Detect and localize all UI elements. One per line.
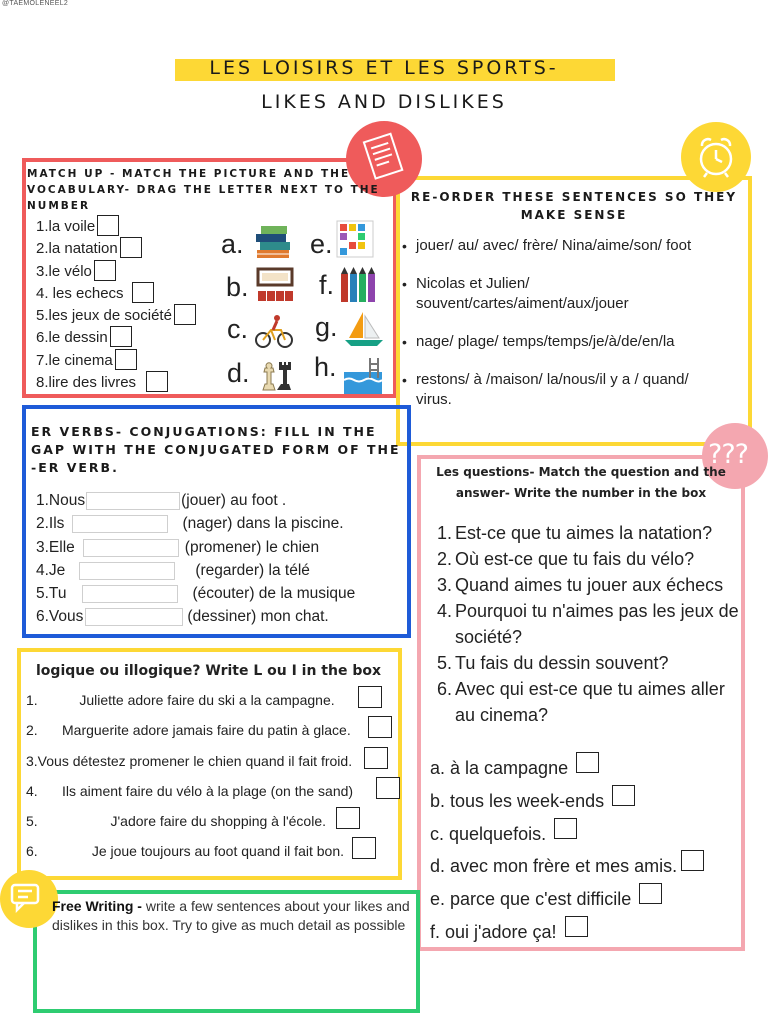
answer-box[interactable]	[681, 850, 704, 871]
list-item: 4.Je (regarder) la télé	[36, 561, 310, 579]
list-item: 6.le dessin	[36, 326, 196, 348]
cyclist-icon	[253, 310, 295, 352]
answer-box[interactable]	[352, 837, 376, 859]
swimming-pool-icon	[342, 354, 384, 396]
letter-g: g.	[315, 312, 338, 342]
list-item: 6. Avec qui est-ce que tu aimes aller au cinema?	[437, 679, 725, 725]
speech-bubble-icon	[0, 870, 58, 928]
letter-c: c.	[227, 314, 249, 344]
list-item: 3.Elle (promener) le chien	[36, 538, 320, 556]
list-item: 6.Vous (dessiner) mon chat.	[36, 608, 329, 626]
list-item: 2.la natation	[36, 237, 196, 259]
logic-list	[26, 685, 400, 867]
list-item: f. oui j'adore ça!	[430, 916, 704, 949]
answer-box[interactable]	[110, 326, 132, 347]
list-item: 1.la voile	[36, 215, 196, 237]
list-item: 3. Quand aimes tu jouer aux échecs	[437, 575, 724, 595]
answer-box[interactable]	[336, 807, 360, 829]
reorder-header: RE-ORDER THESE SENTENCES SO THEY MAKE SENSE	[410, 190, 738, 222]
letter-b: b.	[226, 272, 249, 302]
gap-input[interactable]	[86, 492, 180, 510]
er-verbs-list	[36, 489, 355, 629]
board-game-icon	[334, 218, 376, 260]
page-title: LES LOISIRS ET LES SPORTS-	[209, 57, 559, 79]
list-item: • restons/ à /maison/ la/nous/il y a / quand/ virus.	[400, 370, 720, 410]
list-item: 2. Marguerite adore jamais faire du patin à glace.	[26, 715, 400, 745]
answer-box[interactable]	[358, 686, 382, 708]
answers-list	[430, 752, 704, 949]
er-verbs-header: ER VERBS- CONJUGATIONS: FILL IN THE GAP WITH THE CONJUGATED FORM OF THE -ER VERB.	[31, 424, 401, 475]
answer-box[interactable]	[376, 777, 400, 799]
list-item: a. à la campagne	[430, 752, 704, 785]
list-item: 1.Nous (jouer) au foot .	[36, 492, 287, 509]
gap-input[interactable]	[85, 608, 183, 626]
answer-box[interactable]	[146, 371, 168, 392]
gap-input[interactable]	[83, 539, 179, 557]
questions-header: Les questions- Match the question and the answer- Write the number in the box	[436, 465, 726, 500]
list-item: 3.le vélo	[36, 260, 196, 282]
answer-box[interactable]	[132, 282, 154, 303]
answer-box[interactable]	[576, 752, 599, 773]
answer-box[interactable]	[120, 237, 142, 258]
reorder-list	[400, 236, 740, 410]
alarm-clock-icon	[681, 122, 751, 192]
answer-box[interactable]	[639, 883, 662, 904]
letter-h: h.	[314, 352, 337, 382]
answer-box[interactable]	[115, 349, 137, 370]
answer-box[interactable]	[94, 260, 116, 281]
logic-header: logique ou illogique? Write L ou I in the box	[36, 663, 382, 679]
free-writing-text[interactable]	[52, 897, 414, 935]
list-item: 1. Juliette adore faire du ski a la campagne.	[26, 685, 400, 715]
chess-pieces-icon	[255, 352, 297, 394]
question-badge: ???	[708, 439, 748, 470]
answer-box[interactable]	[565, 916, 588, 937]
books-icon	[251, 220, 293, 262]
answer-box[interactable]	[554, 818, 577, 839]
sailboat-icon	[343, 308, 385, 350]
list-item: 5. Tu fais du dessin souvent?	[437, 653, 669, 673]
watermark: @TAEMOLENEEL2	[2, 0, 69, 7]
list-item: e. parce que c'est difficile	[430, 883, 704, 916]
list-item: 1. Est-ce que tu aimes la natation?	[437, 523, 713, 543]
list-item: 3.Vous détestez promener le chien quand il fait froid.	[26, 746, 400, 776]
gap-input[interactable]	[79, 562, 175, 580]
answer-box[interactable]	[174, 304, 196, 325]
letter-f: f.	[319, 270, 335, 300]
questions-list	[437, 520, 742, 728]
free-writing-instructions: write a few sentences about your likes and dislikes in this box. Try to give as much detail as possible	[52, 898, 410, 933]
list-item: • nage/ plage/ temps/temps/je/à/de/en/la	[400, 332, 740, 352]
list-item: d. avec mon frère et mes amis.	[430, 850, 704, 883]
list-item: 2.Ils (nager) dans la piscine.	[36, 515, 344, 533]
gap-input[interactable]	[72, 515, 168, 533]
list-item: 7.le cinema	[36, 349, 196, 371]
letter-d: d.	[227, 358, 250, 388]
letter-e: e.	[310, 229, 333, 259]
answer-box[interactable]	[612, 785, 635, 806]
list-item: c. quelquefois.	[430, 818, 704, 851]
letter-a: a.	[221, 229, 244, 259]
list-item: • jouer/ au/ avec/ frère/ Nina/aime/son/ foot	[400, 236, 740, 256]
page-subtitle: LIKES AND DISLIKES	[261, 91, 507, 113]
list-item: 4. Ils aiment faire du vélo à la plage (on the sand)	[26, 776, 400, 806]
match-up-header: MATCH UP - MATCH THE PICTURE AND THE VOCABULARY- DRAG THE LETTER NEXT TO THE NUMBER	[27, 168, 380, 212]
list-item: 8.lire des livres	[36, 371, 196, 393]
free-writing-label: Free Writing -	[52, 898, 142, 914]
list-item: 6. Je joue toujours au foot quand il fait bon.	[26, 836, 400, 866]
list-item: 5.les jeux de société	[36, 304, 196, 326]
list-item: b. tous les week-ends	[430, 785, 704, 818]
list-item: • Nicolas et Julien/ souvent/cartes/aiment/aux/jouer	[400, 274, 650, 314]
match-up-list	[36, 215, 196, 393]
list-item: 4. les echecs	[36, 282, 196, 304]
gap-input[interactable]	[82, 585, 178, 603]
answer-box[interactable]	[97, 215, 119, 236]
list-item: 4. Pourquoi tu n'aimes pas les jeux de société?	[437, 601, 739, 647]
answer-box[interactable]	[364, 747, 388, 769]
answer-box[interactable]	[368, 716, 392, 738]
cinema-seats-icon	[254, 265, 296, 307]
list-item: 5.Tu (écouter) de la musique	[36, 585, 356, 603]
list-item: 2. Où est-ce que tu fais du vélo?	[437, 549, 695, 569]
colored-pencils-icon	[337, 264, 379, 306]
list-item: 5. J'adore faire du shopping à l'école.	[26, 806, 400, 836]
